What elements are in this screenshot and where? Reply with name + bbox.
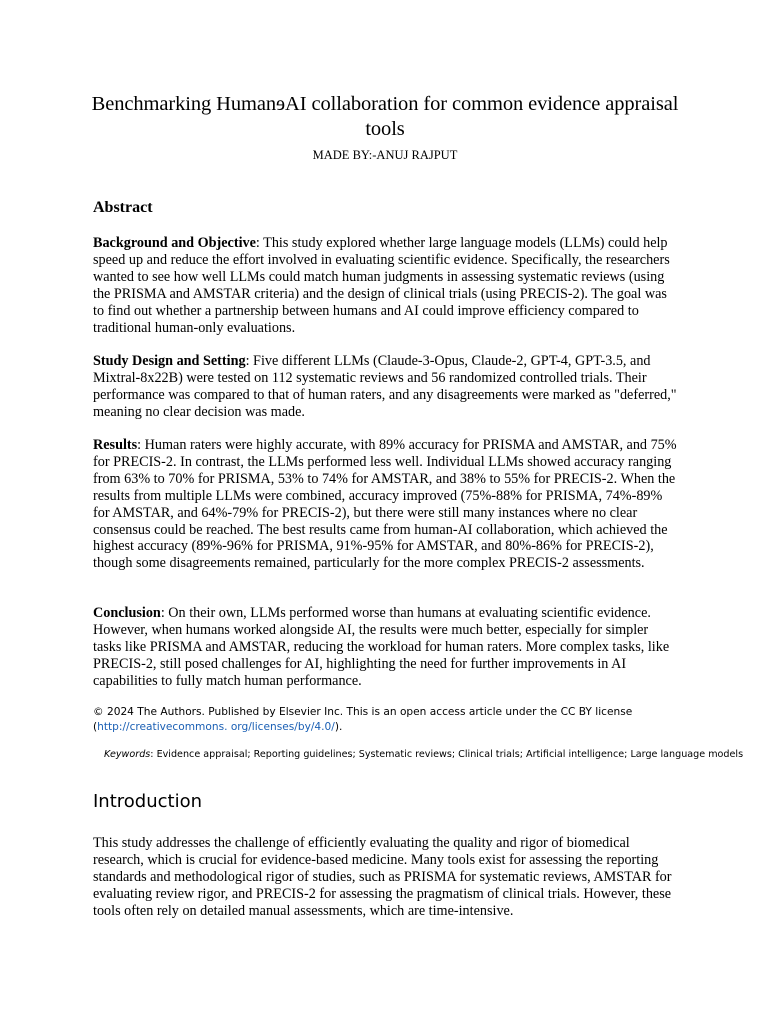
abstract-heading: Abstract [93, 199, 153, 216]
author-byline: MADE BY:-ANUJ RAJPUT [312, 148, 458, 162]
keywords-text: : Evidence appraisal; Reporting guidelines; Systematic reviews; Clinical trials; Artificial intelligence; Large language models [150, 749, 744, 760]
paper-title: Benchmarking HumanɘAI collaboration for common evidence appraisal tools [91, 93, 679, 140]
section-label: Results [93, 437, 138, 453]
introduction-paragraph: This study addresses the challenge of efficiently evaluating the quality and rigor of biomedical research, which is crucial for evidence-based medicine. Many tools exist for assessing the reporting standards and methodological rigor of studies, such as PRISMA for systematic reviews, AMSTAR for evaluating review rigor, and PRECIS-2 for assessing the pragmatism of clinical trials. However, these tools often rely on detailed manual assessments, which are time-intensive. [93, 835, 672, 919]
license-text: © 2024 The Authors. Published by Elsevier Inc. This is an open access article under the CC BY license [93, 706, 633, 718]
license-link[interactable]: http://creativecommons. org/licenses/by/4.0/ [97, 721, 335, 733]
section-text: : This study explored whether large language models (LLMs) could help speed up and reduce the effort involved in evaluating scientific evidence. Specifically, the researchers wanted to see how well LLMs could match human judgments in assessing systematic reviews (using the PRISMA and AMSTAR criteria) and the design of clinical trials (using PRECIS-2). The goal was to find out whether a partnership between humans and AI could improve efficiency compared to traditional human-only evaluations. [93, 235, 670, 336]
abstract-background-paragraph [93, 235, 677, 336]
section-label: Study Design and Setting [93, 353, 246, 369]
section-text: : Human raters were highly accurate, with 89% accuracy for PRISMA and AMSTAR, and 75% for PRECIS-2. In contrast, the LLMs performed less well. Individual LLMs showed accuracy ranging from 63% to 70% for PRISMA, 53% to 74% for AMSTAR, and 38% to 55% for PRECIS-2. When the results from multiple LLMs were combined, accuracy improved (75%-88% for PRISMA, 74%-89% for AMSTAR, and 64%-79% for PRECIS-2), but there were still many instances where no clear consensus could be reached. The best results came from human-AI collaboration, which achieved the highest accuracy (89%-96% for PRISMA, 91%-95% for AMSTAR, and 80%-86% for PRECIS-2), though some disagreements remained, particularly for the more complex PRECIS-2 assessments. [93, 437, 677, 572]
keywords-label: Keywords [104, 749, 151, 760]
abstract-design-paragraph [93, 353, 677, 421]
section-label: Background and Objective [93, 235, 256, 251]
license-close: ). [334, 721, 343, 733]
keywords-line [104, 748, 744, 761]
section-text: : Five different LLMs (Claude-3-Opus, Claude-2, GPT-4, GPT-3.5, and Mixtral-8x22B) were tested on 112 systematic reviews and 56 randomized controlled trials. Their performance was compared to that of human raters, and any disagreements were marked as "deferred," meaning no clear decision was made. [93, 353, 677, 420]
abstract-results-paragraph [93, 437, 677, 572]
introduction-heading: Introduction [93, 791, 203, 812]
section-text: : On their own, LLMs performed worse than humans at evaluating scientific evidence. However, when humans worked alongside AI, the results were much better, especially for simpler tasks like PRISMA and AMSTAR, reducing the workload for human raters. More complex tasks, like PRECIS-2, still posed challenges for AI, highlighting the need for further improvements in AI capabilities to fully match human performance. [93, 605, 670, 689]
license-notice [93, 705, 677, 735]
license-open-paren: ( [93, 721, 98, 733]
abstract-conclusion-paragraph [93, 605, 677, 690]
section-label: Conclusion [93, 605, 161, 621]
